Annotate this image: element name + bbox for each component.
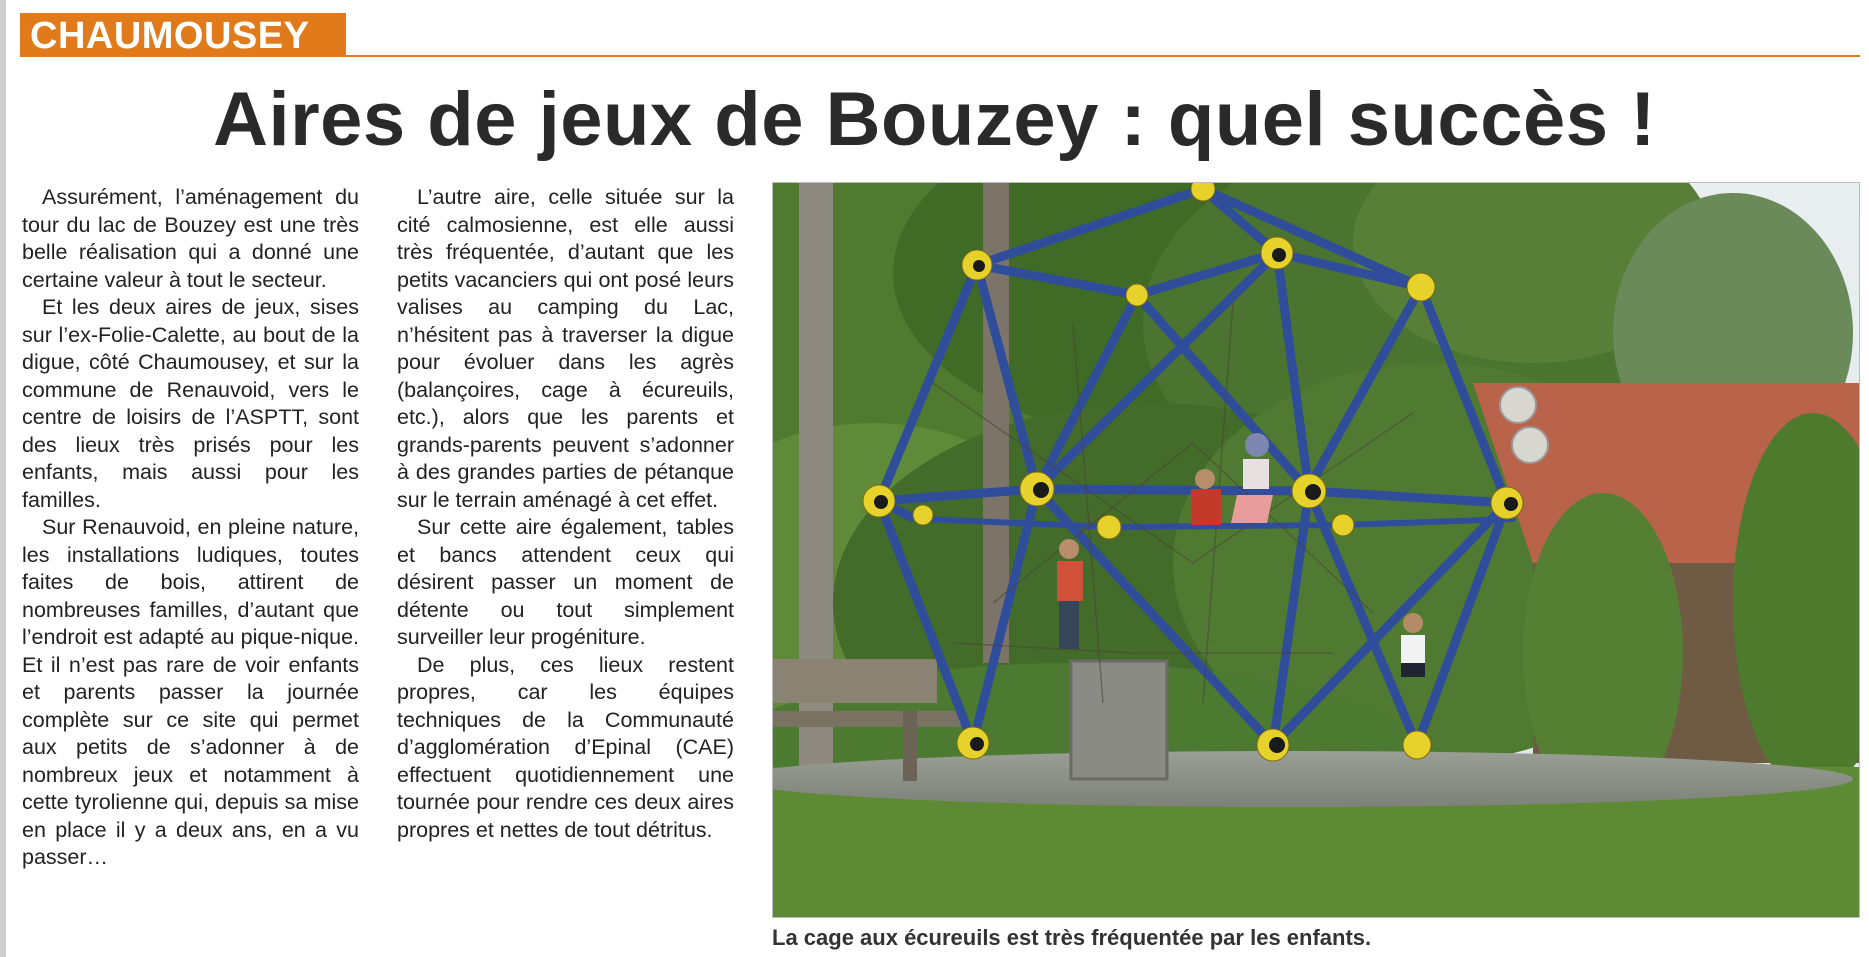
paragraph: Assurément, l’aménagement du tour du lac de Bouzey est une très belle réalisation qui a donné une certaine valeur à tout le secteur.: [22, 185, 359, 292]
article-column-1: [22, 184, 359, 872]
article-headline: Aires de jeux de Bouzey : quel succès !: [213, 77, 1656, 162]
climbing-dome-photo: [773, 183, 1860, 918]
paragraph: Sur Renauvoid, en pleine nature, les installations ludiques, toutes faites de bois, attirent de nombreuses familles, d’autant que l’endroit est adapté au pique-nique. Et il n’est pas rare de voir enfants et parents passer la journée complète sur ce site qui permet aux petits de s’adonner à de nombreux jeux et notamment à cette tyrolienne qui, depuis sa mise en place il y a deux ans, en a vu passer…: [22, 515, 359, 869]
photo-caption: La cage aux écureuils est très fréquentée par les enfants.: [772, 925, 1372, 950]
paragraph: Et les deux aires de jeux, sises sur l’ex-Folie-Calette, au bout de la digue, côté Chaumousey, et sur la commune de Renauvoid, vers le centre de loisirs de l’ASPTT, sont des lieux très prisés pour les enfants, mais aussi pour les familles.: [22, 295, 359, 512]
article-photo: [772, 182, 1860, 918]
article-column-2: [397, 184, 734, 844]
paragraph: L’autre aire, celle située sur la cité calmosienne, est elle aussi très fréquentée, d’autant que les petits vacanciers qui ont posé leurs valises au camping du Lac, n’hésitent pas à traverser la digue pour évoluer dans les agrès (balançoires, cage à écureuils, etc.), alors que les parents et grands-parents peuvent s’adonner à des grandes parties de pétanque sur le terrain aménagé à cet effet.: [397, 185, 734, 512]
paragraph: Sur cette aire également, tables et bancs attendent ceux qui désirent passer un moment de détente ou tout simplement surveiller leur progéniture.: [397, 515, 734, 649]
paragraph: De plus, ces lieux restent propres, car les équipes techniques de la Communauté d’agglomération d’Epinal (CAE) effectuent quotidiennement une tournée pour rendre ces deux aires propres et nettes de tout détritus.: [397, 652, 734, 842]
section-label: CHAUMOUSEY: [20, 13, 346, 57]
